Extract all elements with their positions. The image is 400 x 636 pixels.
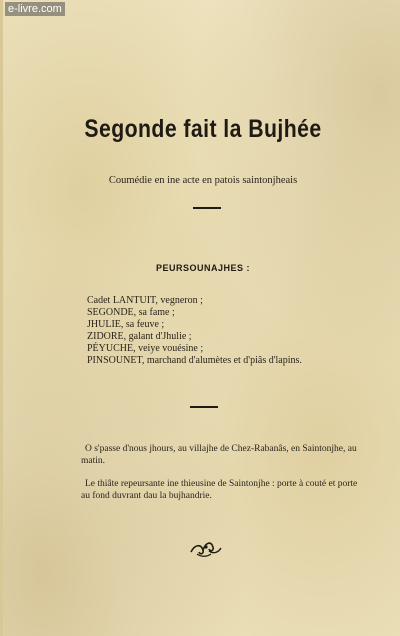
cast-item: JHULIE, sa feuve ; [87,319,165,330]
cast-item: ZIDORE, galant d'Jhulie ; [87,331,192,342]
cast-item: Cadet LANTUIT, vegneron ; [87,295,203,306]
setting-paragraph: O s'passe d'nous jhours, au villajhe de Chez-Rabanâs, en Saintonjhe, au matin. [81,444,357,466]
divider-rule [193,207,221,209]
cast-heading: PEURSOUNAJHES : [155,263,250,273]
cast-item: PÉYUCHE, veiye vouésine ; [87,343,204,354]
setting-paragraph: Le thiâte repeursante ine thieusine de Saintonjhe : porte à couté et porte au fond duvrant dau la bujhandrie. [81,479,358,501]
divider-rule [190,406,218,408]
page-title: Segonde fait la Bujhée [84,115,322,143]
subtitle: Coumédie en ine acte en patois saintonjheais [108,175,298,186]
cast-item: PINSOUNET, marchand d'alumètes et d'piâs d'lapins. [87,355,302,366]
watermark: e-livre.com [5,2,65,16]
cast-list [87,295,387,367]
cast-item: SEGONDE, sa fame ; [87,307,175,318]
floral-ornament-icon [189,538,223,558]
